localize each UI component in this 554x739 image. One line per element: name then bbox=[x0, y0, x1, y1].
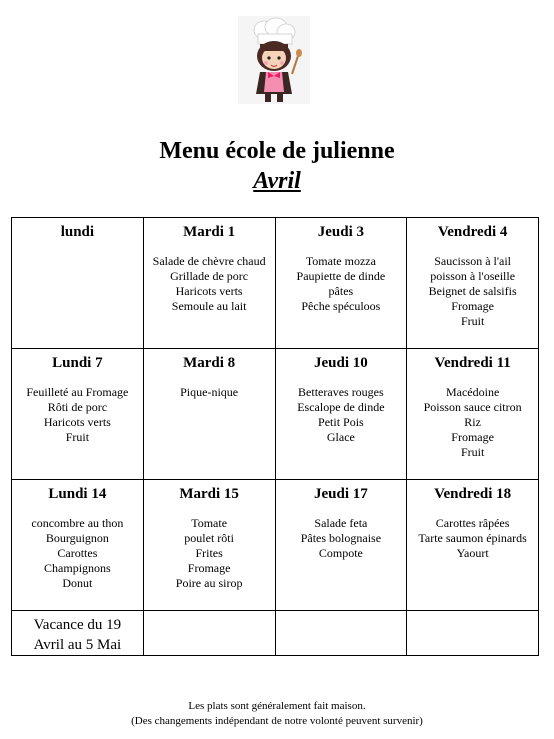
dish-list bbox=[278, 516, 405, 561]
dish-item: Tomate mozza bbox=[305, 254, 376, 268]
dish-list bbox=[409, 385, 536, 460]
day-label: Lundi 14 bbox=[48, 486, 107, 502]
dish-item: Fromage bbox=[451, 430, 494, 444]
day-label: Jeudi 10 bbox=[313, 355, 368, 371]
dish-item: Glace bbox=[326, 430, 355, 444]
day-cell bbox=[12, 480, 144, 611]
dish-item: Semoule au lait bbox=[171, 299, 247, 313]
dish-item: Donut bbox=[62, 576, 93, 590]
dish-list bbox=[14, 385, 141, 445]
dish-item: Saucisson à l'ail bbox=[434, 254, 512, 268]
day-cell bbox=[407, 480, 539, 611]
footer-line: (Des changements indépendant de notre volonté peuvent survenir) bbox=[131, 715, 423, 727]
day-label: lundi bbox=[60, 224, 95, 240]
day-label: Vendredi 18 bbox=[434, 486, 512, 502]
dish-item: Poisson sauce citron bbox=[423, 400, 522, 414]
dish-list bbox=[409, 254, 536, 329]
day-cell bbox=[275, 480, 407, 611]
dish-item: Frites bbox=[195, 546, 223, 560]
day-label: Jeudi 17 bbox=[313, 486, 368, 502]
day-cell bbox=[143, 218, 275, 349]
dish-item: Escalope de dinde bbox=[297, 400, 385, 414]
dish-item: Grillade de porc bbox=[170, 269, 249, 283]
empty-cell bbox=[143, 611, 275, 656]
day-cell bbox=[143, 480, 275, 611]
day-cell bbox=[275, 349, 407, 480]
dish-item: Pêche spéculoos bbox=[301, 299, 381, 313]
dish-item: Haricots verts bbox=[43, 415, 111, 429]
dish-item: Feuilleté au Fromage bbox=[26, 385, 129, 399]
dish-list bbox=[409, 516, 536, 561]
dish-item: Yaourt bbox=[456, 546, 489, 560]
table-row bbox=[12, 349, 539, 480]
day-label: Mardi 1 bbox=[183, 224, 236, 240]
vacation-cell bbox=[12, 611, 144, 656]
chef-girl-logo bbox=[238, 16, 310, 104]
dish-item: Pique-nique bbox=[180, 385, 239, 399]
month-subtitle: Avril bbox=[253, 168, 301, 194]
chef-girl-icon bbox=[238, 16, 310, 104]
dish-item: Rôti de porc bbox=[47, 400, 108, 414]
dish-item: pâtes bbox=[328, 284, 354, 298]
dish-item: Macédoine bbox=[445, 385, 500, 399]
table-row bbox=[12, 218, 539, 349]
dish-item: Champignons bbox=[44, 561, 111, 575]
dish-list bbox=[146, 254, 273, 314]
day-label: Mardi 8 bbox=[183, 355, 236, 371]
dish-item: Fruit bbox=[460, 314, 485, 328]
day-label: Vendredi 11 bbox=[434, 355, 511, 371]
dish-item: Petit Pois bbox=[318, 415, 364, 429]
dish-item: Fromage bbox=[451, 299, 494, 313]
day-cell bbox=[143, 349, 275, 480]
footer-note bbox=[0, 699, 554, 729]
dish-item: Betteraves rouges bbox=[298, 385, 384, 399]
dish-item: Fruit bbox=[460, 445, 485, 459]
day-cell bbox=[12, 218, 144, 349]
dish-item: Paupiette de dinde bbox=[296, 269, 386, 283]
dish-list bbox=[146, 516, 273, 591]
table-row bbox=[12, 480, 539, 611]
footer-line: Les plats sont généralement fait maison. bbox=[188, 700, 366, 712]
empty-cell bbox=[275, 611, 407, 656]
day-label: Lundi 7 bbox=[52, 355, 103, 371]
vacation-line: Avril au 5 Mai bbox=[33, 637, 122, 653]
day-cell bbox=[12, 349, 144, 480]
dish-list bbox=[14, 516, 141, 591]
dish-item: Salade feta bbox=[314, 516, 368, 530]
dish-item: Carottes bbox=[57, 546, 98, 560]
day-label: Vendredi 4 bbox=[437, 224, 508, 240]
dish-item: Fruit bbox=[65, 430, 90, 444]
dish-item: Tomate bbox=[191, 516, 228, 530]
dish-item: Salade de chèvre chaud bbox=[152, 254, 266, 268]
dish-list bbox=[146, 385, 273, 400]
menu-table bbox=[11, 217, 539, 656]
dish-item: Tarte saumon épinards bbox=[418, 531, 527, 545]
dish-list bbox=[278, 254, 405, 314]
dish-item: Riz bbox=[464, 415, 481, 429]
empty-cell bbox=[407, 611, 539, 656]
dish-item: poisson à l'oseille bbox=[430, 269, 516, 283]
dish-item: Bourguignon bbox=[45, 531, 109, 545]
dish-item: Carottes râpées bbox=[435, 516, 510, 530]
dish-item: Haricots verts bbox=[175, 284, 243, 298]
dish-item: poulet rôti bbox=[184, 531, 234, 545]
dish-item: Compote bbox=[318, 546, 363, 560]
page-title: Menu école de julienne bbox=[159, 138, 395, 164]
dish-item: Fromage bbox=[187, 561, 231, 575]
vacation-line: Vacance du 19 bbox=[33, 617, 122, 633]
dish-list bbox=[278, 385, 405, 445]
dish-item: Pâtes bolognaise bbox=[300, 531, 382, 545]
day-cell bbox=[407, 218, 539, 349]
dish-item: concombre au thon bbox=[31, 516, 124, 530]
dish-item: Poire au sirop bbox=[175, 576, 243, 590]
day-label: Jeudi 3 bbox=[317, 224, 364, 240]
dish-item: Beignet de salsifis bbox=[428, 284, 517, 298]
table-row bbox=[12, 611, 539, 656]
day-label: Mardi 15 bbox=[179, 486, 239, 502]
day-cell bbox=[275, 218, 407, 349]
day-cell bbox=[407, 349, 539, 480]
